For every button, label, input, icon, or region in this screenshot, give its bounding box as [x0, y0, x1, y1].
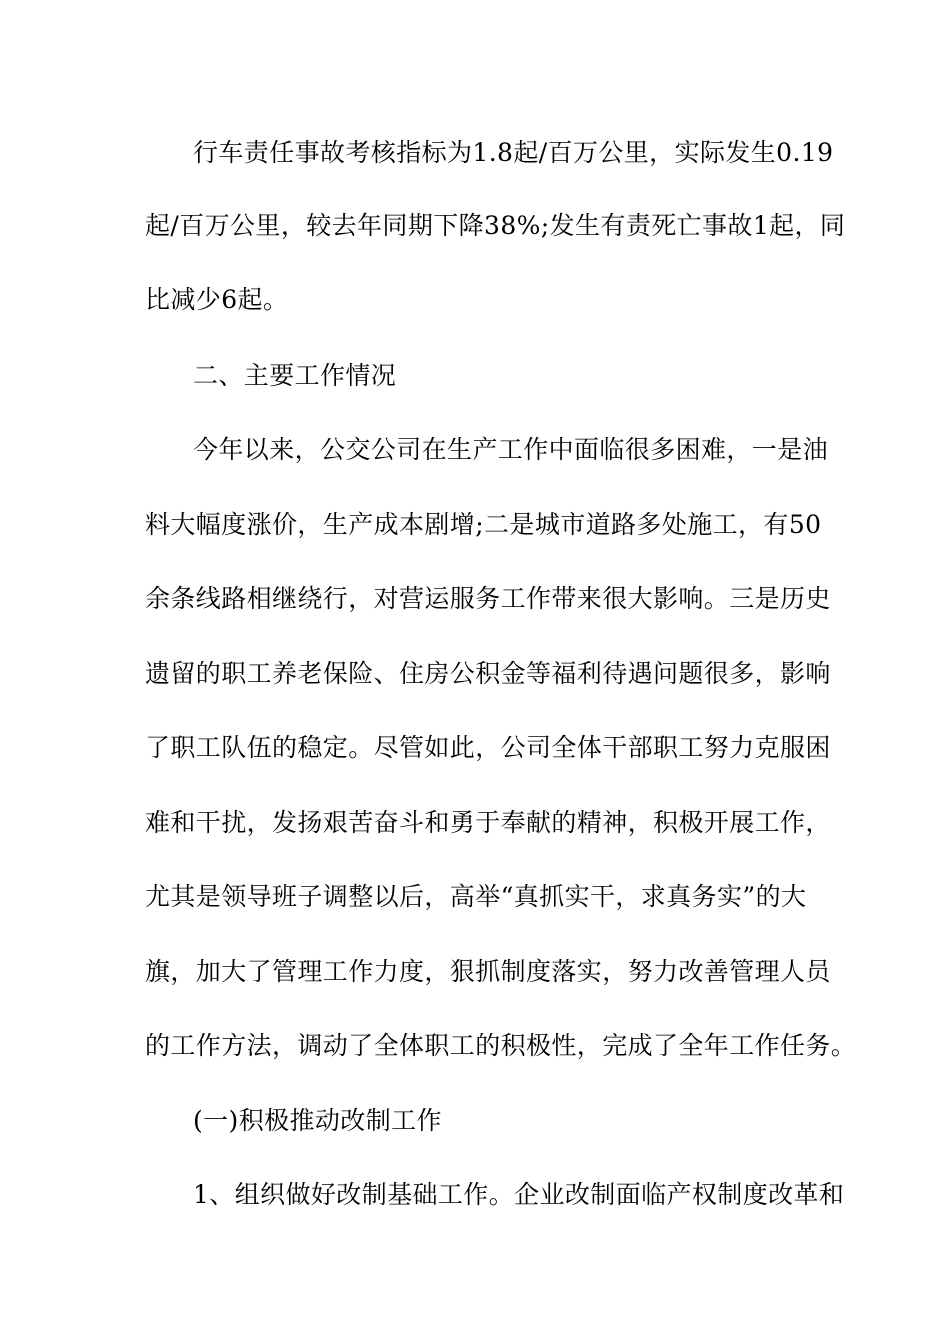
- paragraph-line: 料大幅度涨价，生产成本剧增;二是城市道路多处施工，有50: [145, 510, 822, 539]
- subsection-heading: (一)积极推动改制工作: [193, 1106, 442, 1135]
- paragraph-line: 遗留的职工养老保险、住房公积金等福利待遇问题很多，影响: [145, 659, 831, 688]
- paragraph-line: 旗，加大了管理工作力度，狠抓制度落实，努力改善管理人员: [145, 957, 831, 986]
- paragraph-line: 了职工队伍的稳定。尽管如此，公司全体干部职工努力克服困: [145, 733, 831, 762]
- paragraph-line: 的工作方法，调动了全体职工的积极性，完成了全年工作任务。: [145, 1031, 857, 1060]
- paragraph-line: 尤其是领导班子调整以后，高举“真抓实干，求真务实”的大: [145, 882, 807, 911]
- paragraph-line: 比减少6起。: [145, 285, 289, 314]
- paragraph-line: 余条线路相继绕行，对营运服务工作带来很大影响。三是历史: [145, 584, 831, 613]
- section-heading: 二、主要工作情况: [193, 361, 397, 390]
- paragraph-line: 难和干扰，发扬艰苦奋斗和勇于奉献的精神，积极开展工作，: [145, 808, 831, 837]
- paragraph-line: 行车责任事故考核指标为1.8起/百万公里，实际发生0.19: [193, 138, 834, 167]
- paragraph-line: 1、组织做好改制基础工作。企业改制面临产权制度改革和: [193, 1180, 845, 1209]
- paragraph-line: 起/百万公里，较去年同期下降38%;发生有责死亡事故1起，同: [145, 211, 846, 240]
- paragraph-line: 今年以来，公交公司在生产工作中面临很多困难，一是油: [193, 435, 829, 464]
